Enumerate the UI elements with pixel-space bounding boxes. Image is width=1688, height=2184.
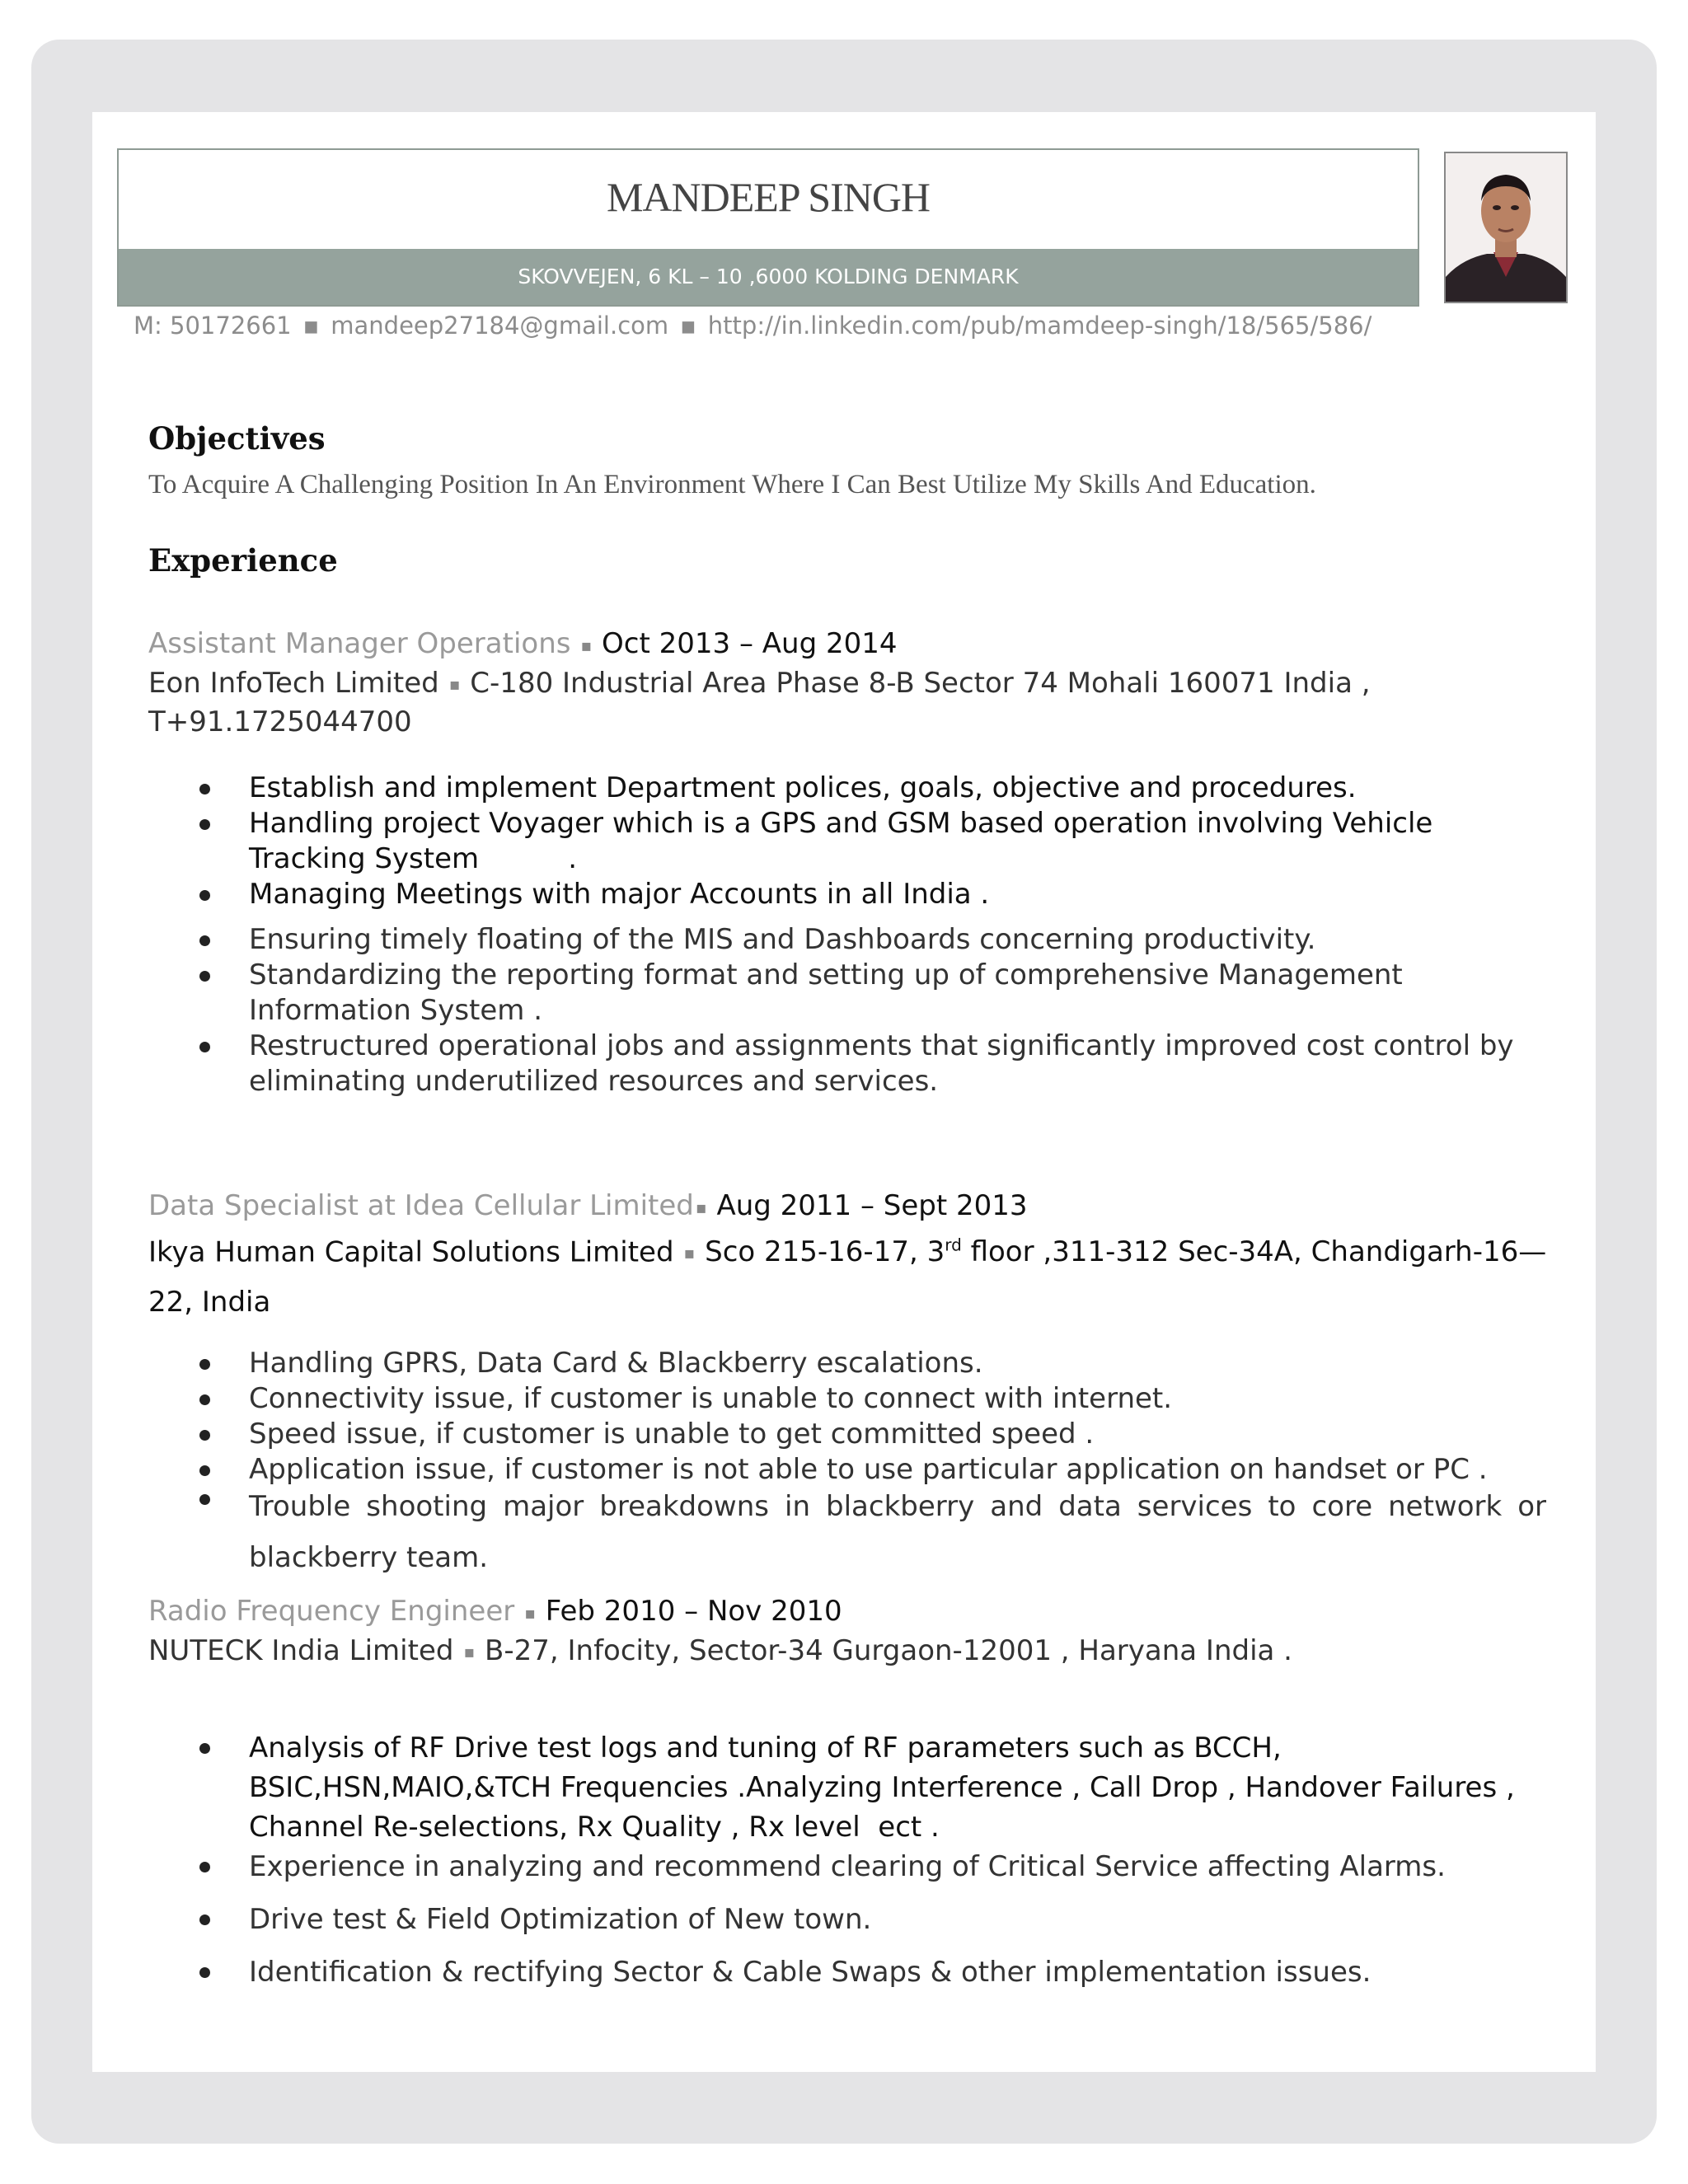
company-name: NUTECK India Limited [148, 1633, 454, 1667]
list-item: Handling GPRS, Data Card & Blackberry escalations. [195, 1346, 1546, 1381]
list-item: Establish and implement Department polices, goals, objective and procedures. [195, 771, 1546, 806]
job-title-line [148, 1592, 1292, 1632]
list-item: Handling project Voyager which is a GPS and GSM based operation involving Vehicle Tracking System . [195, 806, 1546, 877]
job-responsibilities [195, 1728, 1546, 1992]
job-responsibilities [195, 1346, 1546, 1583]
list-item: Analysis of RF Drive test logs and tuning of RF parameters such as BCCH, BSIC,HSN,MAIO,&TCH Frequencies .Analyzing Interference , Call Drop , Handover Failures , Channel Re-selections, Rx Quality , Rx level ect . [195, 1728, 1546, 1847]
contact-line [134, 312, 1372, 340]
job-dates: Feb 2010 – Nov 2010 [545, 1595, 842, 1628]
company-line [148, 664, 1371, 704]
list-item: Standardizing the reporting format and setting up of comprehensive Management Information System . [195, 958, 1546, 1029]
job-dates: Aug 2011 – Sept 2013 [716, 1189, 1028, 1222]
separator: ▪ [463, 1642, 476, 1661]
profile-photo-image [1446, 153, 1566, 302]
company-line [148, 1226, 1546, 1272]
job-responsibilities [195, 771, 1546, 1099]
objectives-heading: Objectives [148, 420, 326, 457]
profile-photo [1444, 152, 1568, 303]
list-item: Identification & rectifying Sector & Cable Swaps & other implementation issues. [195, 1952, 1546, 1992]
list-item: Trouble shooting major breakdowns in blackberry and data services to core network or blackberry team. [195, 1481, 1546, 1583]
list-item: Ensuring timely floating of the MIS and Dashboards concerning productivity. [195, 922, 1546, 958]
separator: ▪ [580, 635, 593, 655]
job-title-line [148, 1187, 1546, 1226]
list-item: Restructured operational jobs and assignments that significantly improved cost control by eliminating underutilized resources and services. [195, 1029, 1546, 1099]
job-entry [148, 1592, 1292, 1671]
list-item: Experience in analyzing and recommend clearing of Critical Service affecting Alarms. [195, 1847, 1546, 1886]
company-line [148, 1632, 1292, 1671]
job-role: Assistant Manager Operations [148, 627, 571, 660]
email-link[interactable]: mandeep27184@gmail.com [331, 312, 669, 340]
list-item: Connectivity issue, if customer is unable to connect with internet. [195, 1381, 1546, 1417]
separator: ▪ [524, 1602, 536, 1623]
linkedin-link[interactable]: http://in.linkedin.com/pub/mamdeep-singh/18/565/586/ [707, 312, 1372, 340]
resume-header [117, 148, 1419, 307]
company-address: C-180 Industrial Area Phase 8-B Sector 74 Mohali 160071 India , [470, 666, 1371, 700]
job-dates: Oct 2013 – Aug 2014 [602, 627, 898, 660]
job-role: Radio Frequency Engineer [148, 1595, 515, 1628]
list-item: Speed issue, if customer is unable to get committed speed . [195, 1417, 1546, 1452]
company-address-cont: 22, India [148, 1286, 271, 1319]
job-role: Data Specialist at Idea Cellular Limited [148, 1189, 694, 1222]
list-item: Drive test & Field Optimization of New town. [195, 1900, 1546, 1939]
separator: ▪ [695, 1197, 707, 1217]
company-phone: T+91.1725044700 [148, 705, 412, 738]
separator: ▪ [680, 312, 696, 340]
objective-statement: To Acquire A Challenging Position In An Environment Where I Can Best Utilize My Skills And Education. [148, 470, 1316, 499]
company-address: Sco 215-16-17, 3rd floor ,311-312 Sec-34A, Chandigarh-16— [705, 1235, 1547, 1268]
candidate-name: MANDEEP SINGH [606, 174, 931, 220]
address-bar: SKOVVEJEN, 6 KL – 10 ,6000 KOLDING DENMARK [119, 249, 1418, 305]
job-entry [148, 1187, 1546, 1321]
separator: ▪ [683, 1243, 696, 1263]
separator: ▪ [302, 312, 320, 340]
job-entry [148, 625, 1371, 741]
phone-number: M: 50172661 [134, 312, 292, 340]
company-name: Eon InfoTech Limited [148, 666, 439, 700]
list-item: Application issue, if customer is not able to use particular application on handset or PC . [195, 1452, 1546, 1488]
experience-heading: Experience [148, 542, 338, 579]
list-item: Managing Meetings with major Accounts in all India . [195, 877, 1546, 912]
separator: ▪ [448, 674, 461, 694]
job-title-line [148, 625, 1371, 664]
company-address: B-27, Infocity, Sector-34 Gurgaon-12001 , Haryana India . [485, 1633, 1292, 1667]
company-name: Ikya Human Capital Solutions Limited [148, 1235, 674, 1268]
